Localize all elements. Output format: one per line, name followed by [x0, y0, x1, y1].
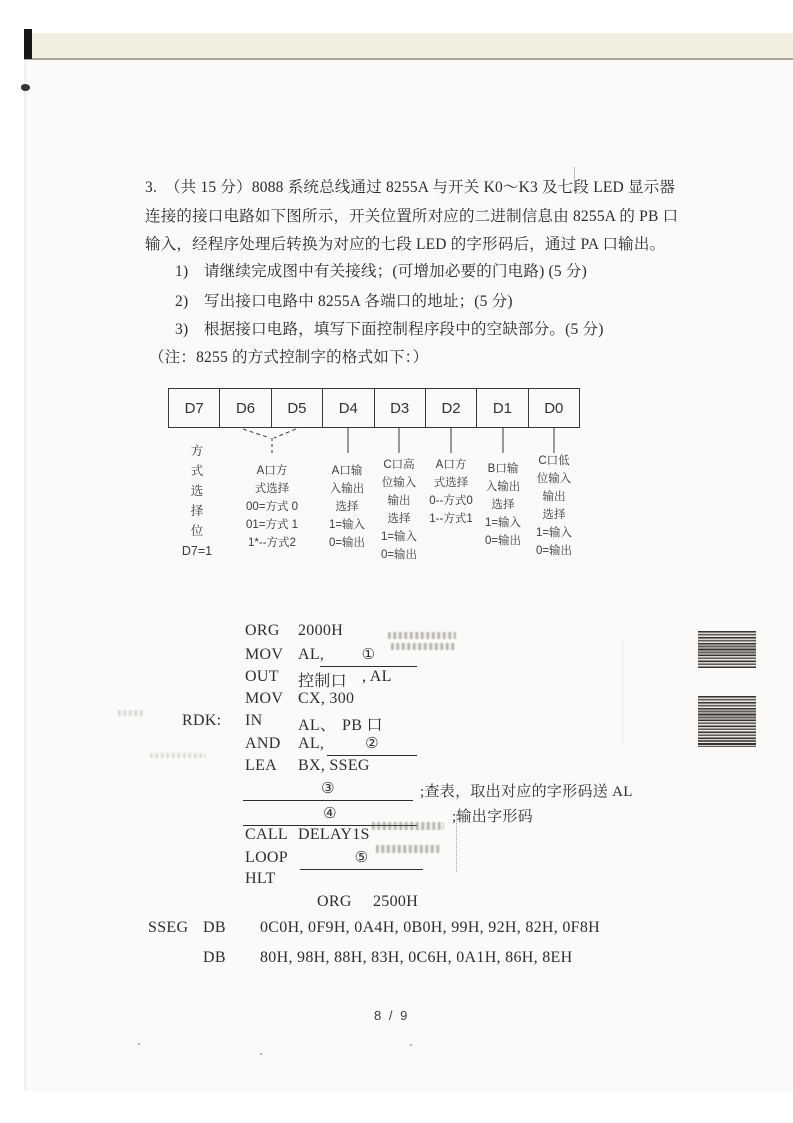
code-line-hlt [0, 870, 793, 892]
mnemonic: LEA [245, 757, 278, 774]
ghost-print-artifact [118, 710, 144, 716]
toner-smudge-artifact [698, 631, 756, 668]
legend-d3: C口高 位输入 输出 选择 1=输入 0=输出 [380, 459, 418, 561]
code-comment-output: ;输出字形码 [452, 809, 533, 825]
dust-speck [410, 1044, 412, 1046]
operand: 控制口 [298, 673, 347, 690]
bit-cell-d0: D0 [544, 399, 564, 417]
ghost-print-artifact [391, 643, 455, 650]
operand-2: PB 口 [342, 717, 383, 734]
question-item-2: 2) 写出接口电路中 8255A 各端口的地址；(5 分) [175, 293, 513, 310]
dotted-line-artifact [456, 814, 457, 872]
code-line-mov-cx [0, 690, 793, 712]
operand: AL、 [298, 717, 337, 734]
code-line-sseg-db1 [0, 919, 793, 941]
operand: CX, 300 [298, 690, 355, 707]
mnemonic: ORG [317, 893, 352, 910]
operand: BX, SSEG [298, 757, 370, 774]
dotted-line-artifact [622, 640, 623, 745]
mnemonic: OUT [245, 668, 279, 685]
bit-cell-d7: D7 [169, 389, 220, 427]
mnemonic: HLT [245, 870, 276, 887]
operand: AL, [298, 735, 325, 752]
bit-cell-d6: D6 [220, 389, 271, 427]
code-line-and [0, 735, 793, 757]
bit-cell-d2: D2 [426, 389, 477, 427]
operand: DELAY1S [298, 826, 370, 843]
legend-d1: B口输 入输出 选择 1=输入 0=输出 [484, 463, 522, 547]
bit-cell-d1: D1 [477, 389, 528, 427]
control-word-note: （注：8255 的方式控制字的格式如下：） [149, 349, 429, 366]
db-values: 0C0H, 0F9H, 0A4H, 0B0H, 99H, 92H, 82H, 0F8H [260, 919, 601, 936]
code-line-org2500 [0, 893, 793, 915]
question-item-1: 1) 请继续完成图中有关接线；(可增加必要的门电路) (5 分) [175, 263, 587, 280]
fill-blank-1: ① [320, 645, 417, 667]
legend-d6-d5: A口方 式选择 00=方式 0 01=方式 1 1*--方式2 [245, 465, 299, 549]
fill-blank-2: ② [327, 734, 417, 756]
operand: 2000H [298, 622, 344, 639]
operand-2: , AL [362, 668, 392, 685]
question-item-3: 3) 根据接口电路，填写下面控制程序段中的空缺部分。(5 分) [175, 321, 604, 338]
mnemonic: MOV [245, 646, 284, 663]
ghost-print-artifact [388, 632, 456, 639]
legend-d2: A口方 式选择 0--方式0 1--方式1 [429, 459, 473, 525]
question-paragraph: 3. （共 15 分）8088 系统总线通过 8255A 与开关 K0～K3 及七段 LED 显示器 连接的接口电路如下图所示，开关位置所对应的二进制信息由 8255A 的 PB 口 输入，经程序处理后转换为对应的七段 LED 的字形码后，通过 PA 口输出。 [145, 179, 679, 254]
db-values: 80H, 98H, 88H, 83H, 0C6H, 0A1H, 86H, 8EH [260, 949, 573, 966]
mnemonic: LOOP [245, 849, 288, 866]
fill-blank-3: ③ [243, 779, 413, 801]
control-word-bit-box [168, 388, 580, 428]
mnemonic: CALL [245, 826, 288, 843]
fill-blank-4: ④ [243, 804, 417, 826]
toner-smudge-artifact [698, 696, 756, 747]
dust-speck [260, 1053, 262, 1055]
legend-d7: 方 式 选 择 位 D7=1 [181, 444, 213, 558]
bit-cell-d4: D4 [323, 389, 374, 427]
bit-cell-d3: D3 [375, 389, 426, 427]
ghost-print-artifact [372, 822, 444, 830]
code-line-blank-3 [0, 780, 793, 802]
code-label-rdk: RDK: [182, 712, 222, 729]
mnemonic: IN [245, 712, 263, 729]
code-line-sseg-db2 [0, 949, 793, 971]
mnemonic: ORG [245, 622, 280, 639]
legend-d4: A口输 入输出 选择 1=输入 0=输出 [328, 465, 366, 549]
bit-connector-lines [168, 428, 580, 455]
ghost-print-artifact [150, 753, 206, 758]
scan-ink-dot [21, 84, 30, 91]
code-line-out [0, 668, 793, 690]
ghost-print-artifact [376, 845, 440, 853]
fill-blank-5: ⑤ [300, 848, 423, 870]
mnemonic: AND [245, 735, 281, 752]
mnemonic: DB [203, 919, 226, 936]
code-label-sseg: SSEG [148, 919, 189, 936]
mnemonic: DB [203, 949, 226, 966]
page-number: 8 / 9 [374, 1008, 410, 1023]
mnemonic: MOV [245, 690, 284, 707]
operand: 2500H [373, 893, 419, 910]
code-line-lea [0, 757, 793, 779]
operand: AL, [298, 646, 325, 663]
legend-d0: C口低 位输入 输出 选择 1=输入 0=输出 [535, 455, 573, 557]
dust-speck [138, 1043, 140, 1045]
scan-top-edge-band [24, 33, 793, 60]
bit-cell-d5: D5 [272, 389, 323, 427]
code-comment-lookup: ;查表，取出对应的字形码送 AL [420, 784, 633, 800]
scan-corner-mark [24, 29, 32, 59]
